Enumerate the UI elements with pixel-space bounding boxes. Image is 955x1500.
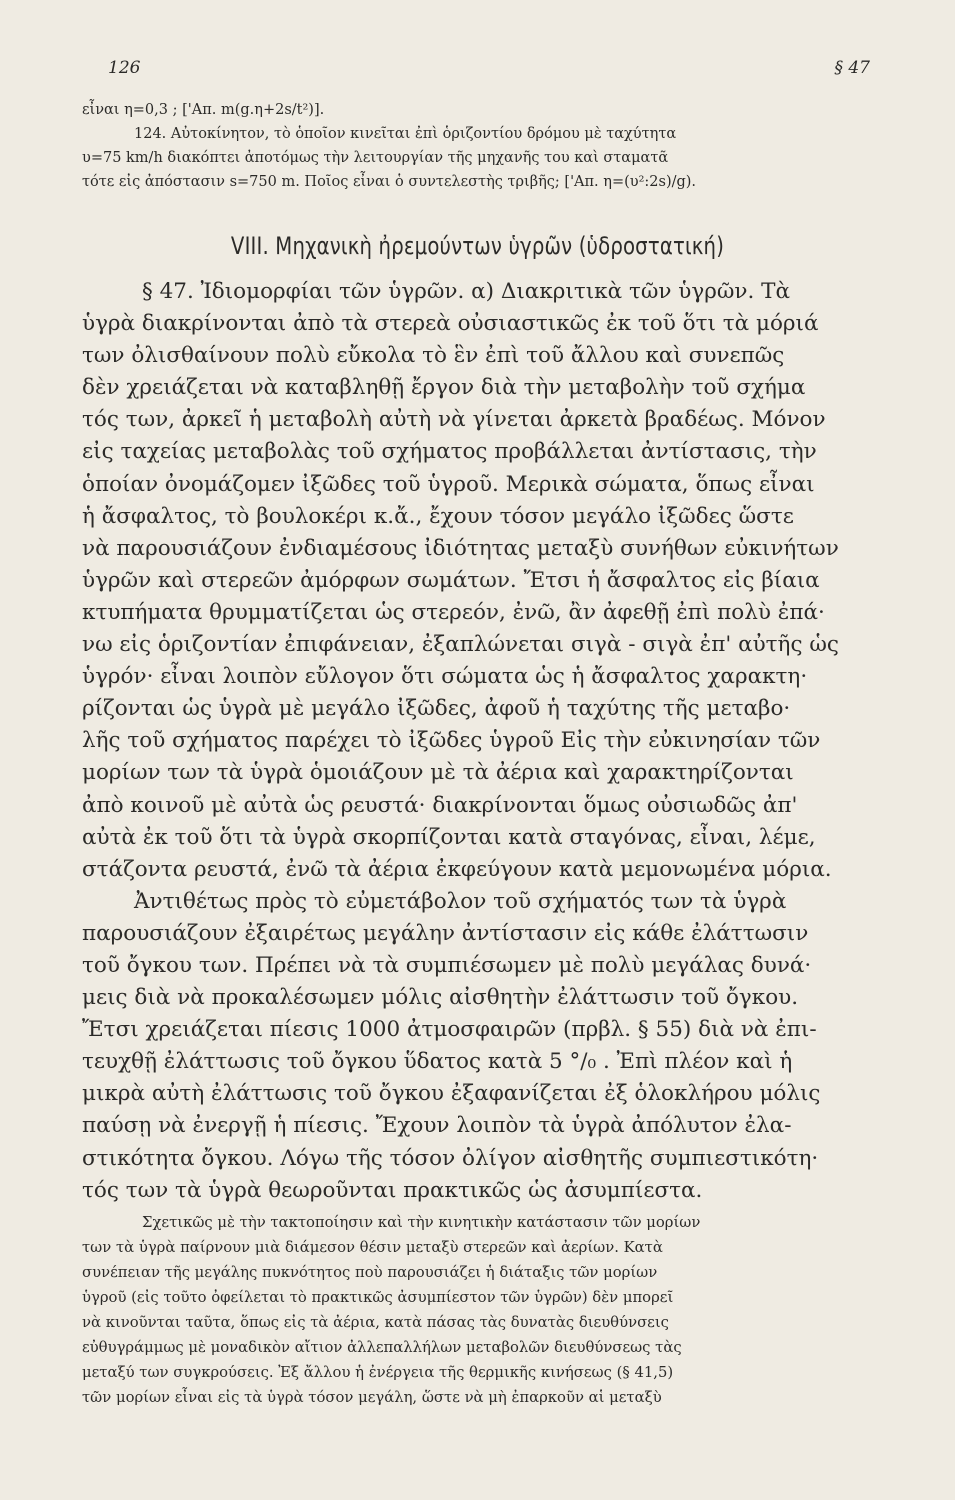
exercise-lines: [82, 98, 922, 194]
body-line: των ὀλισθαίνουν πολὺ εὔκολα τὸ ἓν ἐπὶ τοῦ ἄλλου καὶ συνεπῶς: [82, 343, 785, 369]
body-line: μεις διὰ νὰ προκαλέσωμεν μόλις αἰσθητὴν ἐλάττωσιν τοῦ ὄγκου.: [82, 985, 799, 1011]
body-line: § 47. Ἰδιομορφίαι τῶν ὑγρῶν. α) Διακριτικὰ τῶν ὑγρῶν. Τὰ: [142, 279, 790, 304]
small-line: μεταξύ των συγκρούσεις. Ἐξ ἄλλου ἡ ἐνέργεια τῆς θερμικῆς κινήσεως (§ 41,5): [82, 1364, 674, 1381]
body-line: λῆς τοῦ σχήματος παρέχει τὸ ἰξῶδες ὑγροῦ Εἰς τὴν εὐκινησίαν τῶν: [82, 728, 821, 754]
body-line: ἡ ἄσφαλτος, τὸ βουλοκέρι κ.ἄ., ἔχουν τόσον μεγάλο ἰξῶδες ὥστε: [82, 503, 794, 529]
body-line: μορίων των τὰ ὑγρὰ ὁμοιάζουν μὲ τὰ ἀέρια καὶ χαρακτηρίζονται: [82, 760, 794, 786]
section-reference: § 47: [834, 58, 870, 78]
body-line: ἀπὸ κοινοῦ μὲ αὐτὰ ὡς ρευστά· διακρίνονται ὅμως οὐσιωδῶς ἀπ': [82, 792, 798, 818]
small-line: Σχετικῶς μὲ τὴν τακτοποίησιν καὶ τὴν κινητικὴν κατάστασιν τῶν μορίων: [142, 1214, 701, 1231]
body-line: στικότητα ὄγκου. Λόγω τῆς τόσον ὀλίγον αἰσθητῆς συμπιεστικότη·: [82, 1145, 819, 1171]
small-line: τῶν μορίων εἶναι εἰς τὰ ὑγρὰ τόσον μεγάλη, ὥστε νὰ μὴ ἐπαρκοῦν αἱ μεταξὺ: [82, 1389, 662, 1406]
body-line: αὐτὰ ἐκ τοῦ ὅτι τὰ ὑγρὰ σκορπίζονται κατὰ σταγόνας, εἶναι, λέμε,: [82, 824, 816, 850]
small-line: νὰ κινοῦνται ταῦτα, ὅπως εἰς τὰ ἀέρια, κατὰ πάσας τὰς δυνατὰς διευθύνσεις: [82, 1314, 669, 1331]
body-line: ρίζονται ὡς ὑγρὰ μὲ μεγάλο ἰξῶδες, ἀφοῦ ἡ ταχύτης τῆς μεταβο·: [82, 696, 791, 722]
body-line: ὁποίαν ὀνομάζομεν ἰξῶδες τοῦ ὑγροῦ. Μερικὰ σώματα, ὅπως εἶναι: [82, 471, 815, 497]
body-line: νω εἰς ὁριζοντίαν ἐπιφάνειαν, ἐξαπλώνεται σιγὰ - σιγὰ ἐπ' αὐτῆς ὡς: [82, 632, 839, 658]
small-line: συνέπειαν τῆς μεγάλης πυκνότητος ποὺ παρουσιάζει ἡ διάταξις τῶν μορίων: [82, 1264, 658, 1281]
body-line: παρουσιάζουν ἐξαιρέτως μεγάλην ἀντίστασιν εἰς κάθε ἐλάττωσιν: [82, 920, 809, 946]
body-line: τευχθῇ ἐλάττωσις τοῦ ὄγκου ὕδατος κατὰ 5 °/₀ . Ἐπὶ πλέον καὶ ἡ: [82, 1049, 793, 1075]
exercise-line: τότε εἰς ἀπόστασιν s=750 m. Ποῖος εἶναι ὁ συντελεστὴς τριβῆς; ['Απ. η=(υ²:2s)/g).: [82, 174, 697, 190]
body-line: ὑγρῶν καὶ στερεῶν ἀμόρφων σωμάτων. Ἔτσι ἡ ἄσφαλτος εἰς βίαια: [82, 567, 820, 593]
chapter-heading: VIII. Μηχανικὴ ἠρεμούντων ὑγρῶν (ὑδροστατική): [230, 232, 725, 260]
body-line: στάζοντα ρευστά, ἐνῶ τὰ ἀέρια ἐκφεύγουν κατὰ μεμονωμένα μόρια.: [82, 856, 832, 882]
body-line: ὑγρὰ διακρίνονται ἀπὸ τὰ στερεὰ οὐσιαστικῶς ἐκ τοῦ ὅτι τὰ μόριά: [82, 311, 819, 337]
small-line: εὐθυγράμμως μὲ μοναδικὸν αἴτιον ἀλλεπαλλήλων μεταβολῶν διευθύνσεως τὰς: [82, 1339, 682, 1356]
body-line: κτυπήματα θρυμματίζεται ὡς στερεόν, ἐνῶ, ἂν ἀφεθῇ ἐπὶ πολὺ ἐπά·: [82, 599, 825, 625]
body-line: εἰς ταχείας μεταβολὰς τοῦ σχήματος προβάλλεται ἀντίστασις, τὴν: [82, 439, 817, 465]
body-line: τός των, ἀρκεῖ ἡ μεταβολὴ αὐτὴ νὰ γίνεται ἀρκετὰ βραδέως. Μόνον: [82, 407, 826, 433]
body-line: Ἀντιθέτως πρὸς τὸ εὐμετάβολον τοῦ σχήματός των τὰ ὑγρὰ: [134, 888, 787, 914]
exercise-line: εἶναι η=0,3 ; ['Απ. m(g.η+2s/t²)].: [82, 102, 325, 118]
body-line: ὑγρόν· εἶναι λοιπὸν εὔλογον ὅτι σώματα ὡς ἡ ἄσφαλτος χαρακτη·: [82, 664, 808, 690]
body-line: νὰ παρουσιάζουν ἐνδιαμέσους ἰδιότητας μεταξὺ συνήθων εὐκινήτων: [82, 535, 839, 561]
body-line: παύσῃ νὰ ἐνεργῇ ἡ πίεσις. Ἔχουν λοιπὸν τὰ ὑγρὰ ἀπόλυτον ἐλα-: [82, 1113, 792, 1139]
body-line: μικρὰ αὐτὴ ἐλάττωσις τοῦ ὄγκου ἐξαφανίζεται ἐξ ὁλοκλήρου μόλις: [82, 1081, 821, 1107]
small-line: ὑγροῦ (εἰς τοῦτο ὀφείλεται τὸ πρακτικῶς ἀσυμπίεστον τῶν ὑγρῶν) δὲν μπορεῖ: [82, 1289, 674, 1306]
exercise-line: 124. Αὐτοκίνητον, τὸ ὁποῖον κινεῖται ἐπὶ ὁριζοντίου δρόμου μὲ ταχύτητα: [134, 126, 677, 142]
body-line: δὲν χρειάζεται νὰ καταβληθῇ ἔργον διὰ τὴν μεταβολὴν τοῦ σχήμα: [82, 375, 806, 401]
main-paragraphs: [82, 276, 922, 1207]
body-line: τός των τὰ ὑγρὰ θεωροῦνται πρακτικῶς ὡς ἀσυμπίεστα.: [82, 1177, 703, 1203]
small-line: των τὰ ὑγρὰ παίρνουν μιὰ διάμεσον θέσιν μεταξὺ στερεῶν καὶ ἀερίων. Κατὰ: [82, 1239, 663, 1256]
exercise-line: υ=75 km/h διακόπτει ἀποτόμως τὴν λειτουργίαν τῆς μηχανῆς του καὶ σταματᾶ: [82, 150, 669, 166]
page-number: 126: [108, 58, 141, 78]
small-print-paragraph: [82, 1210, 922, 1410]
body-line: Ἔτσι χρειάζεται πίεσις 1000 ἀτμοσφαιρῶν (πρβλ. § 55) διὰ νὰ ἐπι-: [82, 1017, 817, 1043]
body-line: τοῦ ὄγκου των. Πρέπει νὰ τὰ συμπιέσωμεν μὲ πολὺ μεγάλας δυνά·: [82, 952, 812, 978]
